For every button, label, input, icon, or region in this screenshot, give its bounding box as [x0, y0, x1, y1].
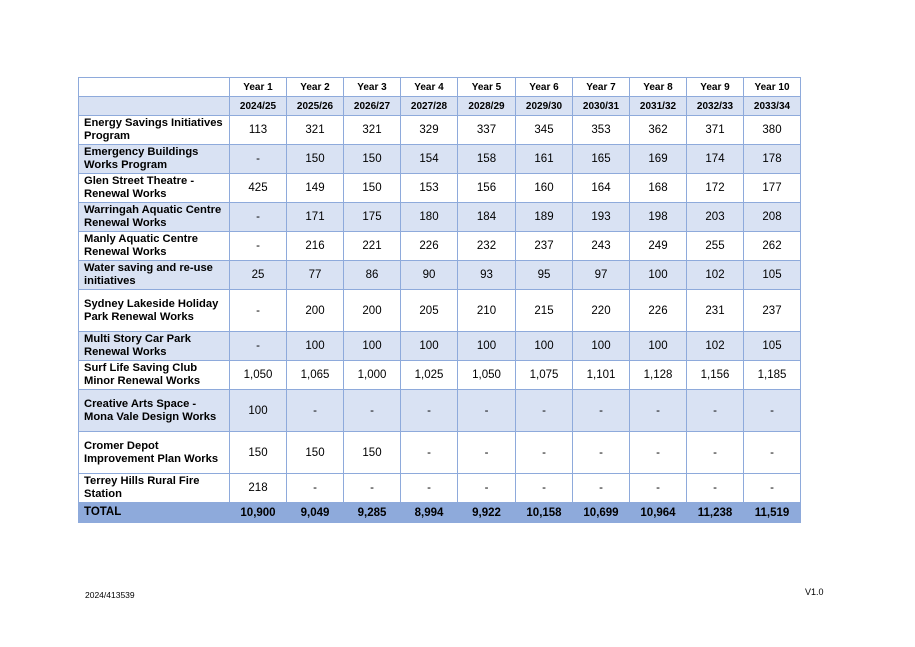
value-cell: 154: [401, 145, 458, 174]
period-header: 2031/32: [630, 97, 687, 116]
value-cell: 226: [401, 232, 458, 261]
table-row: [79, 145, 801, 174]
total-label: TOTAL: [79, 503, 230, 523]
year-header: Year 1: [230, 78, 287, 97]
value-cell: 1,050: [458, 361, 516, 390]
value-cell: 210: [458, 290, 516, 332]
value-cell: -: [230, 203, 287, 232]
value-cell: -: [401, 474, 458, 503]
value-cell: 425: [230, 174, 287, 203]
total-value: 9,285: [344, 503, 401, 523]
value-cell: 102: [687, 332, 744, 361]
value-cell: 249: [630, 232, 687, 261]
value-cell: -: [230, 232, 287, 261]
document-version: V1.0: [805, 587, 824, 597]
table-row: [79, 261, 801, 290]
value-cell: 169: [630, 145, 687, 174]
value-cell: 193: [573, 203, 630, 232]
value-cell: 150: [287, 145, 344, 174]
value-cell: 371: [687, 116, 744, 145]
value-cell: 237: [744, 290, 801, 332]
year-header: Year 3: [344, 78, 401, 97]
value-cell: 255: [687, 232, 744, 261]
value-cell: 205: [401, 290, 458, 332]
value-cell: 172: [687, 174, 744, 203]
period-header: 2033/34: [744, 97, 801, 116]
value-cell: 1,128: [630, 361, 687, 390]
value-cell: 189: [516, 203, 573, 232]
table-row: [79, 332, 801, 361]
value-cell: 200: [344, 290, 401, 332]
value-cell: 1,000: [344, 361, 401, 390]
value-cell: 208: [744, 203, 801, 232]
value-cell: -: [287, 474, 344, 503]
table-row: [79, 232, 801, 261]
table-row: [79, 361, 801, 390]
value-cell: 100: [401, 332, 458, 361]
value-cell: -: [516, 432, 573, 474]
value-cell: -: [687, 474, 744, 503]
value-cell: 321: [344, 116, 401, 145]
value-cell: -: [687, 390, 744, 432]
project-name: Energy Savings Initiatives Program: [79, 116, 230, 145]
value-cell: 353: [573, 116, 630, 145]
value-cell: 216: [287, 232, 344, 261]
value-cell: 160: [516, 174, 573, 203]
capital-works-table: [78, 77, 801, 523]
table-row: [79, 203, 801, 232]
value-cell: 362: [630, 116, 687, 145]
value-cell: 100: [344, 332, 401, 361]
project-name: Water saving and re-use initiatives: [79, 261, 230, 290]
value-cell: 198: [630, 203, 687, 232]
value-cell: 100: [573, 332, 630, 361]
value-cell: 150: [344, 432, 401, 474]
value-cell: 100: [516, 332, 573, 361]
value-cell: 177: [744, 174, 801, 203]
value-cell: -: [573, 432, 630, 474]
value-cell: -: [573, 390, 630, 432]
value-cell: -: [230, 332, 287, 361]
value-cell: 168: [630, 174, 687, 203]
value-cell: -: [401, 432, 458, 474]
period-header: 2028/29: [458, 97, 516, 116]
value-cell: 321: [287, 116, 344, 145]
project-name: Terrey Hills Rural Fire Station: [79, 474, 230, 503]
value-cell: 161: [516, 145, 573, 174]
year-header: Year 6: [516, 78, 573, 97]
project-name: Surf Life Saving Club Minor Renewal Works: [79, 361, 230, 390]
value-cell: 100: [630, 332, 687, 361]
total-value: 10,158: [516, 503, 573, 523]
value-cell: 380: [744, 116, 801, 145]
value-cell: -: [344, 474, 401, 503]
value-cell: 25: [230, 261, 287, 290]
value-cell: -: [573, 474, 630, 503]
project-name: Multi Story Car Park Renewal Works: [79, 332, 230, 361]
corner-cell: [79, 97, 230, 116]
year-header: Year 5: [458, 78, 516, 97]
value-cell: 150: [230, 432, 287, 474]
value-cell: -: [344, 390, 401, 432]
value-cell: 156: [458, 174, 516, 203]
value-cell: 218: [230, 474, 287, 503]
total-value: 8,994: [401, 503, 458, 523]
value-cell: -: [458, 432, 516, 474]
year-header: Year 10: [744, 78, 801, 97]
value-cell: -: [744, 432, 801, 474]
year-header: Year 2: [287, 78, 344, 97]
value-cell: 93: [458, 261, 516, 290]
period-header: 2030/31: [573, 97, 630, 116]
year-header: Year 4: [401, 78, 458, 97]
value-cell: 221: [344, 232, 401, 261]
table-row: [79, 432, 801, 474]
value-cell: -: [744, 474, 801, 503]
value-cell: -: [630, 474, 687, 503]
value-cell: 232: [458, 232, 516, 261]
value-cell: 105: [744, 332, 801, 361]
value-cell: -: [401, 390, 458, 432]
period-header-row: [79, 97, 801, 116]
project-name: Cromer Depot Improvement Plan Works: [79, 432, 230, 474]
value-cell: 237: [516, 232, 573, 261]
value-cell: 220: [573, 290, 630, 332]
value-cell: 345: [516, 116, 573, 145]
value-cell: 243: [573, 232, 630, 261]
value-cell: 158: [458, 145, 516, 174]
total-row: [79, 503, 801, 523]
value-cell: -: [458, 390, 516, 432]
value-cell: 329: [401, 116, 458, 145]
value-cell: 105: [744, 261, 801, 290]
value-cell: 77: [287, 261, 344, 290]
value-cell: 97: [573, 261, 630, 290]
value-cell: 215: [516, 290, 573, 332]
value-cell: 184: [458, 203, 516, 232]
total-value: 11,519: [744, 503, 801, 523]
value-cell: 171: [287, 203, 344, 232]
value-cell: 150: [344, 145, 401, 174]
value-cell: 149: [287, 174, 344, 203]
total-value: 9,922: [458, 503, 516, 523]
total-value: 11,238: [687, 503, 744, 523]
value-cell: -: [516, 390, 573, 432]
value-cell: 150: [344, 174, 401, 203]
value-cell: -: [230, 290, 287, 332]
value-cell: 100: [230, 390, 287, 432]
value-cell: -: [630, 390, 687, 432]
value-cell: -: [287, 390, 344, 432]
value-cell: 200: [287, 290, 344, 332]
value-cell: 337: [458, 116, 516, 145]
period-header: 2027/28: [401, 97, 458, 116]
total-value: 10,964: [630, 503, 687, 523]
year-header: Year 7: [573, 78, 630, 97]
total-value: 10,900: [230, 503, 287, 523]
period-header: 2025/26: [287, 97, 344, 116]
period-header: 2032/33: [687, 97, 744, 116]
project-name: Emergency Buildings Works Program: [79, 145, 230, 174]
value-cell: 100: [630, 261, 687, 290]
value-cell: -: [516, 474, 573, 503]
value-cell: 1,156: [687, 361, 744, 390]
value-cell: 102: [687, 261, 744, 290]
year-header: Year 8: [630, 78, 687, 97]
value-cell: 86: [344, 261, 401, 290]
value-cell: -: [458, 474, 516, 503]
table-row: [79, 390, 801, 432]
value-cell: -: [630, 432, 687, 474]
value-cell: 113: [230, 116, 287, 145]
value-cell: 226: [630, 290, 687, 332]
project-name: Creative Arts Space - Mona Vale Design Works: [79, 390, 230, 432]
value-cell: -: [687, 432, 744, 474]
period-header: 2026/27: [344, 97, 401, 116]
value-cell: 1,050: [230, 361, 287, 390]
value-cell: 1,075: [516, 361, 573, 390]
project-name: Warringah Aquatic Centre Renewal Works: [79, 203, 230, 232]
value-cell: 1,101: [573, 361, 630, 390]
value-cell: 90: [401, 261, 458, 290]
value-cell: 164: [573, 174, 630, 203]
table-row: [79, 290, 801, 332]
value-cell: 175: [344, 203, 401, 232]
value-cell: 174: [687, 145, 744, 174]
table-row: [79, 116, 801, 145]
period-header: 2024/25: [230, 97, 287, 116]
value-cell: -: [230, 145, 287, 174]
value-cell: 1,065: [287, 361, 344, 390]
value-cell: 180: [401, 203, 458, 232]
value-cell: 1,185: [744, 361, 801, 390]
total-value: 10,699: [573, 503, 630, 523]
value-cell: 100: [287, 332, 344, 361]
value-cell: 95: [516, 261, 573, 290]
table-row: [79, 474, 801, 503]
value-cell: 1,025: [401, 361, 458, 390]
project-name: Manly Aquatic Centre Renewal Works: [79, 232, 230, 261]
value-cell: 153: [401, 174, 458, 203]
value-cell: 178: [744, 145, 801, 174]
value-cell: 231: [687, 290, 744, 332]
corner-cell: [79, 78, 230, 97]
table-row: [79, 174, 801, 203]
value-cell: 100: [458, 332, 516, 361]
total-value: 9,049: [287, 503, 344, 523]
project-name: Sydney Lakeside Holiday Park Renewal Works: [79, 290, 230, 332]
value-cell: 262: [744, 232, 801, 261]
value-cell: 165: [573, 145, 630, 174]
value-cell: 150: [287, 432, 344, 474]
year-header-row: [79, 78, 801, 97]
project-name: Glen Street Theatre - Renewal Works: [79, 174, 230, 203]
period-header: 2029/30: [516, 97, 573, 116]
document-reference: 2024/413539: [85, 590, 135, 600]
value-cell: 203: [687, 203, 744, 232]
value-cell: -: [744, 390, 801, 432]
year-header: Year 9: [687, 78, 744, 97]
